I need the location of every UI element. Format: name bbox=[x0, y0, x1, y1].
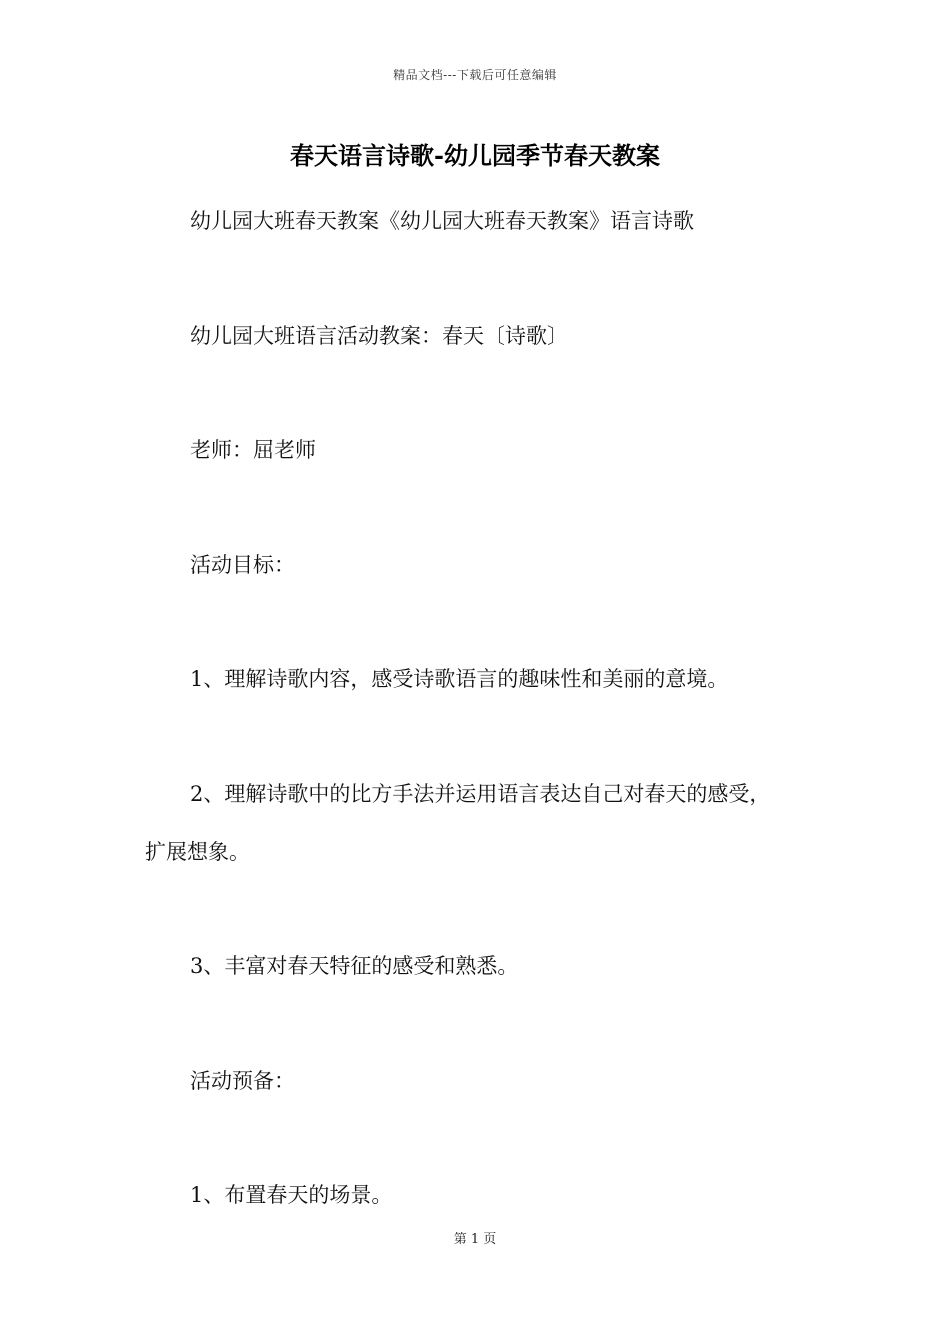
paragraph-goal-3: 3、丰富对春天特征的感受和熟悉。 bbox=[190, 954, 519, 978]
paragraph-teacher: 老师：屈老师 bbox=[190, 438, 316, 462]
header-note: 精品文档---下载后可任意编辑 bbox=[393, 68, 557, 82]
paragraph-intro: 幼儿园大班春天教案《幼儿园大班春天教案》语言诗歌 bbox=[190, 209, 694, 233]
page-number: 第 1 页 bbox=[453, 1232, 497, 1247]
paragraph-goals-heading: 活动目标： bbox=[190, 553, 295, 577]
paragraph-activity-plan: 幼儿园大班语言活动教案：春天〔诗歌〕 bbox=[190, 324, 568, 348]
paragraph-goal-1: 1、理解诗歌内容，感受诗歌语言的趣味性和美丽的意境。 bbox=[190, 667, 729, 691]
document-title: 春天语言诗歌-幼儿园季节春天教案 bbox=[290, 141, 660, 170]
paragraph-prep-1: 1、布置春天的场景。 bbox=[190, 1183, 393, 1207]
paragraph-prep-heading: 活动预备： bbox=[190, 1069, 295, 1093]
paragraph-goal-2-continued: 扩展想象。 bbox=[145, 840, 250, 864]
paragraph-goal-2: 2、理解诗歌中的比方手法并运用语言表达自己对春天的感受， bbox=[190, 782, 771, 806]
